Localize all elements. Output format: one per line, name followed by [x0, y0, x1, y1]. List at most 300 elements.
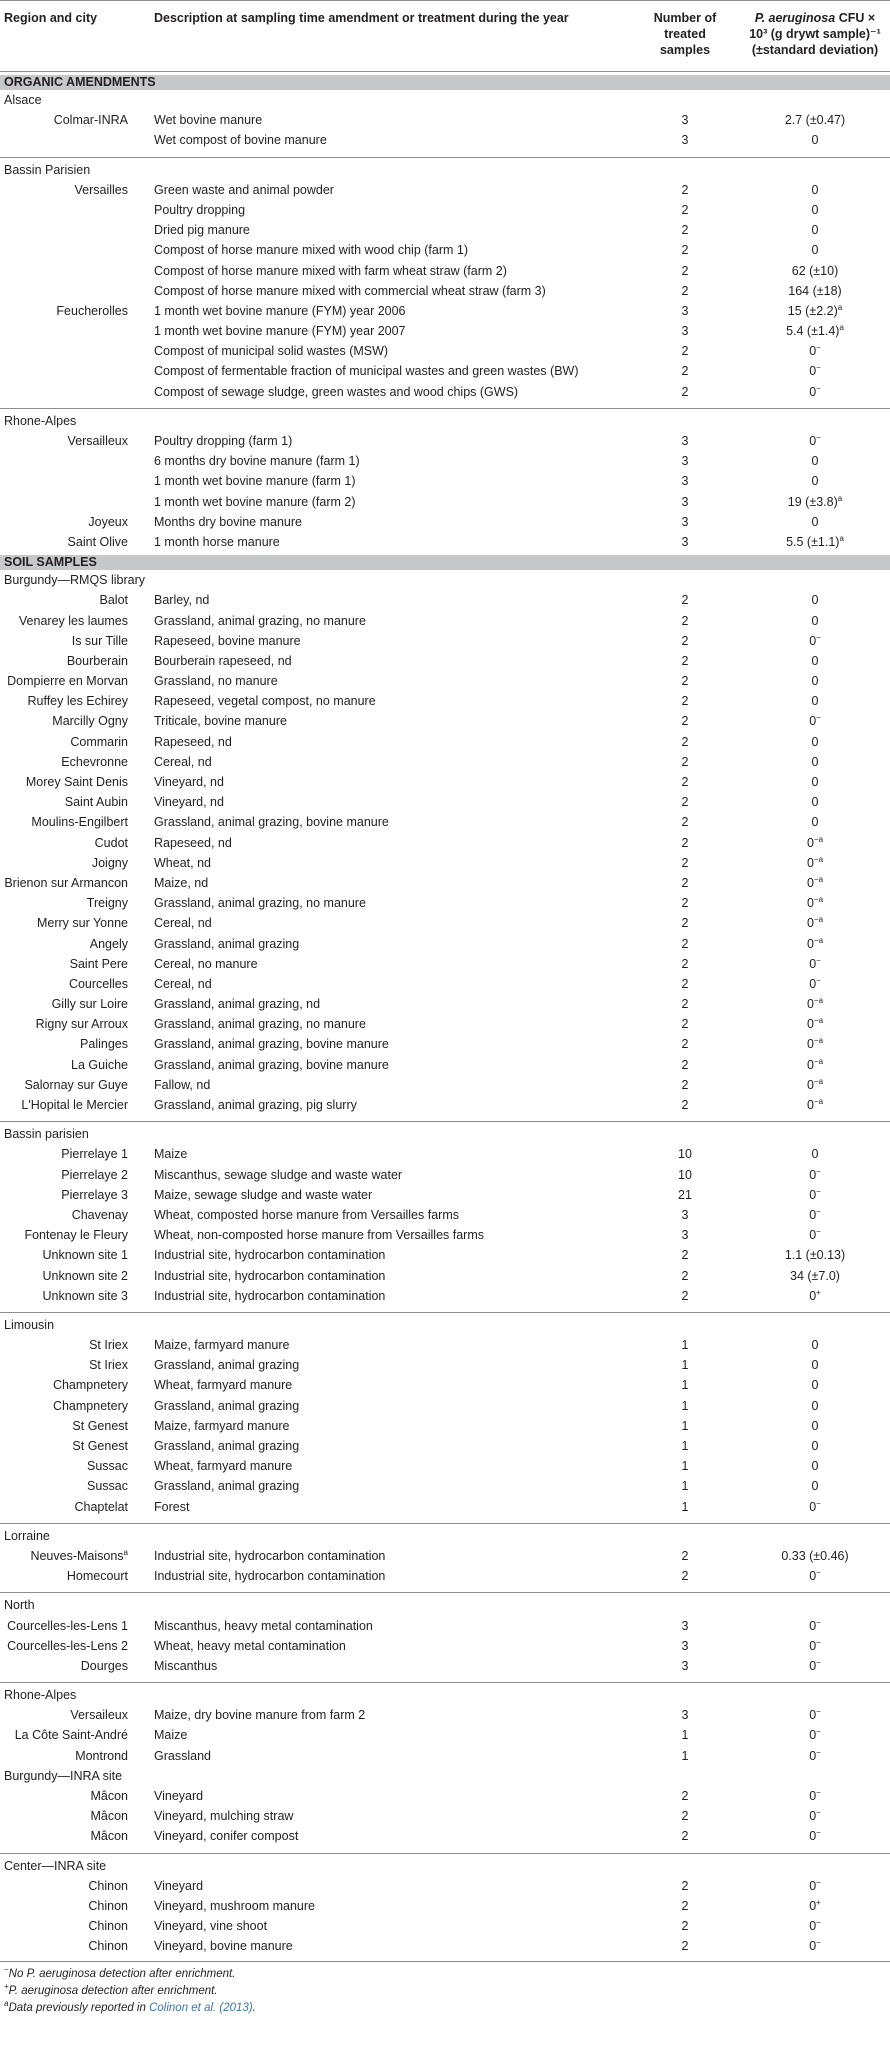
- cell-cfu: [740, 1616, 890, 1636]
- cell-sample-count: 2: [681, 1809, 689, 1824]
- cfu-footnote-mark: −: [816, 363, 821, 373]
- cfu-footnote-mark: a: [837, 493, 843, 503]
- table-row: [0, 772, 890, 792]
- table-row: [0, 1725, 890, 1745]
- table-row: [0, 492, 890, 512]
- cell-description: Grassland: [154, 1748, 211, 1763]
- city-text: Angely: [89, 936, 128, 951]
- cell-city: [0, 301, 128, 321]
- cfu-value: 0: [811, 202, 819, 217]
- cell-sample-count: 2: [681, 1898, 689, 1913]
- cfu-footnote-mark: −: [816, 1727, 821, 1737]
- cell-sample-count: 2: [681, 896, 689, 911]
- city-text: Courcelles-les-Lens 2: [7, 1638, 128, 1653]
- cell-sample-count: 2: [681, 263, 689, 278]
- cell-description: Grassland, animal grazing, no manure: [154, 1017, 366, 1032]
- city-text: St Genest: [72, 1439, 128, 1453]
- table-row: [0, 361, 890, 381]
- table-row: [0, 1375, 890, 1395]
- table-row: [0, 1436, 890, 1456]
- cell-cfu: [740, 1396, 890, 1416]
- cell-sample-count: 3: [681, 494, 689, 509]
- cell-sample-count: 1: [681, 1499, 689, 1514]
- cfu-footnote-mark: −: [816, 1787, 821, 1797]
- cell-description: Poultry dropping: [154, 202, 246, 217]
- cfu-value: 0: [811, 775, 819, 789]
- cell-cfu: [740, 792, 890, 812]
- cell-city: [0, 532, 128, 552]
- table-row: [0, 1746, 890, 1766]
- table-row: [0, 1335, 890, 1355]
- cfu-footnote-mark: −: [816, 1707, 821, 1717]
- cell-sample-count: 2: [681, 593, 689, 608]
- table-row: [0, 1916, 890, 1936]
- cell-city: [0, 512, 128, 532]
- table-row: [0, 691, 890, 711]
- cfu-value: 0: [806, 1017, 814, 1032]
- cfu-value: 0: [809, 1898, 817, 1913]
- cell-cfu: [740, 1205, 890, 1225]
- region-heading: Rhone-Alpes: [0, 1682, 890, 1705]
- cell-city: [0, 1185, 128, 1205]
- cfu-footnote-mark: +: [816, 1287, 821, 1297]
- cfu-value: 0: [809, 1618, 817, 1633]
- cell-cfu: [740, 1095, 890, 1115]
- cell-city: [0, 1075, 128, 1095]
- table-row: [0, 1185, 890, 1205]
- cell-description: Compost of sewage sludge, green wastes and wood chips (GWS): [154, 384, 519, 399]
- cfu-footnote-mark: −a: [813, 894, 824, 904]
- table-row: [0, 792, 890, 812]
- cell-description: Grassland, animal grazing, bovine manure: [154, 815, 389, 830]
- cell-description: Wheat, farmyard manure: [154, 1459, 293, 1474]
- cell-description: Maize, farmyard manure: [154, 1338, 290, 1353]
- table-row: [0, 913, 890, 933]
- city-text: Unknown site 1: [42, 1248, 128, 1263]
- cell-description: Vineyard, nd: [154, 795, 224, 810]
- cell-city: [0, 651, 128, 671]
- cell-sample-count: 1: [681, 1748, 689, 1763]
- header-description: Description at sampling time amendment or treatment during the year: [154, 11, 569, 25]
- cell-city: [0, 1165, 128, 1185]
- cell-description: Industrial site, hydrocarbon contamination: [154, 1288, 386, 1303]
- cell-sample-count: 2: [681, 1939, 689, 1954]
- cell-sample-count: 10: [678, 1167, 692, 1182]
- cell-sample-count: 3: [681, 1658, 689, 1673]
- cell-sample-count: 2: [681, 1878, 689, 1893]
- cell-city: [0, 994, 128, 1014]
- cell-city: [0, 1916, 128, 1936]
- cfu-footnote-mark: −a: [813, 874, 824, 884]
- cell-cfu: [740, 382, 890, 402]
- city-text: St Iriex: [89, 1338, 128, 1353]
- cell-cfu: [740, 130, 890, 150]
- cell-city: [0, 1725, 128, 1745]
- cell-cfu: [740, 361, 890, 381]
- cfu-value: 0: [811, 1398, 819, 1413]
- cell-sample-count: 2: [681, 633, 689, 648]
- cell-cfu: [740, 651, 890, 671]
- cfu-value: 0: [809, 364, 817, 379]
- cell-city: [0, 1396, 128, 1416]
- cell-sample-count: 2: [681, 855, 689, 870]
- cfu-footnote-mark: −a: [813, 1036, 824, 1046]
- cfu-value: 0: [809, 1167, 817, 1182]
- cell-sample-count: 2: [681, 916, 689, 931]
- cfu-value: 0: [806, 835, 814, 850]
- city-text: Marcilly Ogny: [52, 714, 128, 729]
- cell-city: [0, 893, 128, 913]
- cell-sample-count: 3: [681, 1618, 689, 1633]
- cell-cfu: [740, 240, 890, 260]
- cell-sample-count: 2: [681, 815, 689, 830]
- cell-city: [0, 1144, 128, 1164]
- table-row: [0, 1055, 890, 1075]
- cell-sample-count: 2: [681, 775, 689, 789]
- cell-description: Grassland, animal grazing: [154, 1398, 300, 1413]
- cell-sample-count: 2: [681, 835, 689, 850]
- table-row: [0, 954, 890, 974]
- section-heading: SOIL SAMPLES: [0, 555, 890, 570]
- city-text: Pierrelaye 1: [61, 1147, 128, 1162]
- table-row: [0, 1225, 890, 1245]
- table-row: [0, 1165, 890, 1185]
- cell-sample-count: 2: [681, 384, 689, 399]
- cell-description: Wheat, heavy metal contamination: [154, 1638, 346, 1653]
- cell-cfu: [740, 1245, 890, 1265]
- cell-sample-count: 3: [681, 303, 689, 318]
- cell-cfu: [740, 853, 890, 873]
- cfu-value: 0: [806, 855, 814, 870]
- cfu-value: 0: [811, 474, 819, 489]
- table-row: [0, 1876, 890, 1896]
- cfu-footnote-mark: −a: [813, 854, 824, 864]
- city-text: Mâcon: [90, 1809, 128, 1824]
- cell-city: [0, 873, 128, 893]
- cell-description: 1 month wet bovine manure (FYM) year 2007: [154, 324, 406, 339]
- cell-cfu: [740, 492, 890, 512]
- cell-description: Grassland, animal grazing, no manure: [154, 613, 366, 628]
- table-row: [0, 1636, 890, 1656]
- cell-description: Vineyard: [154, 1878, 204, 1893]
- cfu-value: 0: [811, 613, 819, 628]
- cell-cfu: [740, 1916, 890, 1936]
- cfu-value: 0: [811, 593, 819, 608]
- cell-sample-count: 2: [681, 1268, 689, 1283]
- cell-description: Compost of horse manure mixed with farm wheat straw (farm 2): [154, 263, 507, 278]
- cell-cfu: [740, 1185, 890, 1205]
- cfu-value: 0: [811, 514, 819, 529]
- city-text: Treigny: [86, 896, 128, 911]
- table-row: [0, 812, 890, 832]
- header-cfu: P. aeruginosa CFU × 10³ (g drywt sample)⁻¹ (±standard deviation): [749, 11, 881, 57]
- footnote-plus: +P. aeruginosa detection after enrichment.: [4, 1981, 218, 1997]
- city-text: Chinon: [88, 1939, 128, 1954]
- cell-city: [0, 631, 128, 651]
- cell-cfu: [740, 110, 890, 130]
- cfu-value: 0: [809, 1748, 817, 1763]
- cfu-value: 0: [809, 1228, 817, 1243]
- cell-sample-count: 2: [681, 714, 689, 729]
- table-row: [0, 974, 890, 994]
- cfu-value: 0: [811, 1378, 819, 1393]
- table-row: [0, 321, 890, 341]
- cell-cfu: [740, 200, 890, 220]
- cfu-footnote-mark: −a: [813, 1096, 824, 1106]
- cell-description: Compost of horse manure mixed with commercial wheat straw (farm 3): [154, 283, 546, 298]
- city-text: La Guiche: [71, 1057, 128, 1072]
- cell-city: [0, 1636, 128, 1656]
- cfu-value: 0: [809, 434, 817, 448]
- cell-city: [0, 590, 128, 610]
- cell-city: [0, 853, 128, 873]
- cell-description: Vineyard, mulching straw: [154, 1809, 294, 1824]
- city-text: Unknown site 2: [42, 1268, 128, 1283]
- cfu-footnote-mark: −: [816, 1917, 821, 1927]
- table-row: [0, 651, 890, 671]
- cfu-footnote-mark: −: [816, 1498, 821, 1508]
- city-text: Dompierre en Morvan: [7, 674, 128, 689]
- region-heading: Limousin: [0, 1312, 890, 1335]
- cell-cfu: [740, 512, 890, 532]
- city-text: Neuves-Maisons: [30, 1548, 124, 1563]
- cfu-value: 0: [809, 633, 817, 648]
- region-heading: North: [0, 1592, 890, 1615]
- city-text: Versaileux: [70, 1708, 128, 1723]
- city-text: Balot: [99, 593, 128, 608]
- cell-description: Wheat, farmyard manure: [154, 1378, 293, 1393]
- cell-cfu: [740, 341, 890, 361]
- cell-city: [0, 1705, 128, 1725]
- cfu-value: 0: [806, 997, 814, 1012]
- cfu-footnote-mark: −: [816, 383, 821, 393]
- table-row: [0, 1286, 890, 1306]
- cfu-footnote-mark: −a: [813, 1056, 824, 1066]
- cell-description: Grassland, animal grazing, bovine manure: [154, 1057, 389, 1072]
- table-row: [0, 1034, 890, 1054]
- cell-cfu: [740, 1497, 890, 1517]
- cell-city: [0, 1205, 128, 1225]
- cell-description: Grassland, animal grazing, no manure: [154, 896, 366, 911]
- table-row: [0, 1075, 890, 1095]
- cell-sample-count: 2: [681, 1098, 689, 1112]
- cfu-value: 0: [809, 1939, 817, 1954]
- cfu-value: 0: [811, 1459, 819, 1474]
- cell-description: Rapeseed, nd: [154, 734, 232, 749]
- cell-sample-count: 1: [681, 1728, 689, 1743]
- cell-cfu: [740, 1055, 890, 1075]
- cell-sample-count: 3: [681, 534, 689, 549]
- cfu-footnote-mark: −: [816, 1657, 821, 1667]
- cell-cfu: [740, 1355, 890, 1375]
- table-row: [0, 1656, 890, 1676]
- cell-sample-count: 1: [681, 1418, 689, 1433]
- cfu-value: 0: [806, 916, 814, 931]
- cell-sample-count: 3: [681, 474, 689, 489]
- table-row: [0, 1786, 890, 1806]
- cell-cfu: [740, 1746, 890, 1766]
- cell-sample-count: 3: [681, 1638, 689, 1653]
- cell-sample-count: 2: [681, 1248, 689, 1263]
- region-heading: Bassin parisien: [0, 1121, 890, 1144]
- cell-sample-count: 2: [681, 875, 689, 890]
- cell-description: Maize: [154, 1147, 188, 1162]
- cell-city: [0, 1746, 128, 1766]
- region-heading: Burgundy—RMQS library: [4, 573, 146, 588]
- city-text: Joigny: [91, 855, 128, 870]
- city-text: Mâcon: [90, 1789, 128, 1803]
- cfu-value: 0: [811, 1439, 819, 1453]
- cfu-value: 0: [809, 1789, 817, 1803]
- cfu-value: 0: [809, 1919, 817, 1934]
- cell-description: Wheat, composted horse manure from Versailles farms: [154, 1207, 459, 1222]
- table-row: [0, 1896, 890, 1916]
- cell-sample-count: 1: [681, 1358, 689, 1373]
- cfu-footnote-mark: +: [816, 1897, 821, 1907]
- city-text: Chinon: [88, 1878, 128, 1893]
- city-text: La Côte Saint-André: [14, 1728, 128, 1743]
- cell-cfu: [740, 1286, 890, 1306]
- cell-city: [0, 833, 128, 853]
- cfu-value: 0: [806, 1077, 814, 1092]
- cell-sample-count: 2: [681, 653, 689, 668]
- cfu-value: 0: [806, 1037, 814, 1052]
- cell-cfu: [740, 772, 890, 792]
- table-row: [0, 1396, 890, 1416]
- cell-sample-count: 2: [681, 1288, 689, 1303]
- cell-city: [0, 1355, 128, 1375]
- cell-cfu: [740, 220, 890, 240]
- region-heading: Burgundy—INRA site: [4, 1768, 123, 1783]
- cell-description: Wheat, nd: [154, 855, 211, 870]
- table-row: [0, 1095, 890, 1115]
- region-heading: Center—INRA site: [0, 1853, 890, 1876]
- city-text: Is sur Tille: [71, 633, 128, 648]
- cfu-value: 0: [809, 1569, 817, 1584]
- cell-sample-count: 3: [681, 454, 689, 469]
- cfu-footnote-mark: −: [816, 1186, 821, 1196]
- cell-city: [0, 772, 128, 792]
- region-heading: Alsace: [4, 93, 42, 107]
- cell-sample-count: 2: [681, 1548, 689, 1563]
- table-row: [0, 512, 890, 532]
- cell-sample-count: 1: [681, 1378, 689, 1393]
- cell-sample-count: 2: [681, 223, 689, 238]
- cell-description: Compost of fermentable fraction of municipal wastes and green wastes (BW): [154, 364, 579, 379]
- cell-cfu: [740, 431, 890, 451]
- table-row: [0, 532, 890, 552]
- cell-cfu: [740, 1225, 890, 1245]
- cell-description: Industrial site, hydrocarbon contamination: [154, 1548, 386, 1563]
- cell-cfu: [740, 934, 890, 954]
- cell-description: Wet bovine manure: [154, 113, 263, 128]
- city-text: Echevronne: [61, 754, 128, 769]
- cell-cfu: [740, 301, 890, 321]
- cell-description: 1 month wet bovine manure (FYM) year 2006: [154, 303, 406, 318]
- cfu-footnote-mark: −: [816, 1567, 821, 1577]
- cfu-value: 0: [809, 1708, 817, 1723]
- table-row: [0, 1705, 890, 1725]
- cell-city: [0, 974, 128, 994]
- cell-sample-count: 2: [681, 1057, 689, 1072]
- cell-sample-count: 2: [681, 613, 689, 628]
- cell-city: [0, 954, 128, 974]
- cfu-footnote-mark: a: [837, 302, 843, 312]
- cell-description: Barley, nd: [154, 593, 210, 608]
- cell-cfu: [740, 532, 890, 552]
- cfu-value: 0: [809, 956, 817, 971]
- cell-description: Grassland, animal grazing, bovine manure: [154, 1037, 389, 1052]
- cell-description: Maize, dry bovine manure from farm 2: [154, 1708, 366, 1723]
- table-row: [0, 1497, 890, 1517]
- cell-description: Dried pig manure: [154, 223, 250, 238]
- cell-description: Vineyard, bovine manure: [154, 1939, 293, 1954]
- city-text: Unknown site 3: [42, 1288, 128, 1303]
- cell-sample-count: 2: [681, 1037, 689, 1052]
- cfu-value: 34 (±7.0): [790, 1268, 840, 1283]
- cell-sample-count: 2: [681, 1829, 689, 1844]
- cell-sample-count: 1: [681, 1338, 689, 1353]
- cfu-value: 164 (±18): [788, 283, 842, 298]
- cell-description: Grassland, animal grazing, pig slurry: [154, 1098, 357, 1112]
- table-row: [0, 1416, 890, 1436]
- cell-description: Poultry dropping (farm 1): [154, 434, 293, 448]
- cfu-footnote-mark: −: [816, 432, 821, 442]
- table-row: [0, 732, 890, 752]
- table-row: [0, 471, 890, 491]
- table-row: [0, 994, 890, 1014]
- cell-cfu: [740, 833, 890, 853]
- region-heading: Lorraine: [0, 1523, 890, 1546]
- city-text: Fontenay le Fleury: [24, 1228, 128, 1243]
- cell-cfu: [740, 1436, 890, 1456]
- city-text: Cudot: [94, 835, 128, 850]
- cfu-footnote-mark: −: [816, 955, 821, 965]
- cell-description: Vineyard, conifer compost: [154, 1829, 299, 1844]
- cell-sample-count: 2: [681, 283, 689, 298]
- cell-description: Green waste and animal powder: [154, 182, 334, 197]
- cell-cfu: [740, 1014, 890, 1034]
- cell-cfu: [740, 1144, 890, 1164]
- footnote-a: $^a$Data previously reported in Colinon et al. (2013).: [4, 1998, 256, 2014]
- cfu-footnote-mark: −a: [813, 915, 824, 925]
- cell-cfu: [740, 1456, 890, 1476]
- citation-link[interactable]: Colinon et al. (2013): [149, 2001, 253, 2014]
- city-text: Courcelles-les-Lens 1: [7, 1618, 128, 1633]
- cell-cfu: [740, 611, 890, 631]
- city-text: Champnetery: [52, 1398, 128, 1413]
- cell-cfu: [740, 732, 890, 752]
- table-row: [0, 590, 890, 610]
- table-row: [0, 220, 890, 240]
- cell-description: Grassland, animal grazing: [154, 1439, 300, 1453]
- cfu-value: 0: [811, 1358, 819, 1373]
- table-row: [0, 1144, 890, 1164]
- cell-cfu: [740, 974, 890, 994]
- table-row: [0, 1566, 890, 1586]
- table-row: [0, 451, 890, 471]
- table-row: [0, 893, 890, 913]
- table-row: [0, 431, 890, 451]
- cell-cfu: [740, 913, 890, 933]
- cell-cfu: [740, 631, 890, 651]
- cell-city: [0, 1014, 128, 1034]
- city-text: Saint Pere: [69, 956, 128, 971]
- cell-description: Bourberain rapeseed, nd: [154, 653, 292, 668]
- cell-description: Cereal, nd: [154, 976, 212, 991]
- city-text: Saint Olive: [67, 534, 128, 549]
- cell-cfu: [740, 1165, 890, 1185]
